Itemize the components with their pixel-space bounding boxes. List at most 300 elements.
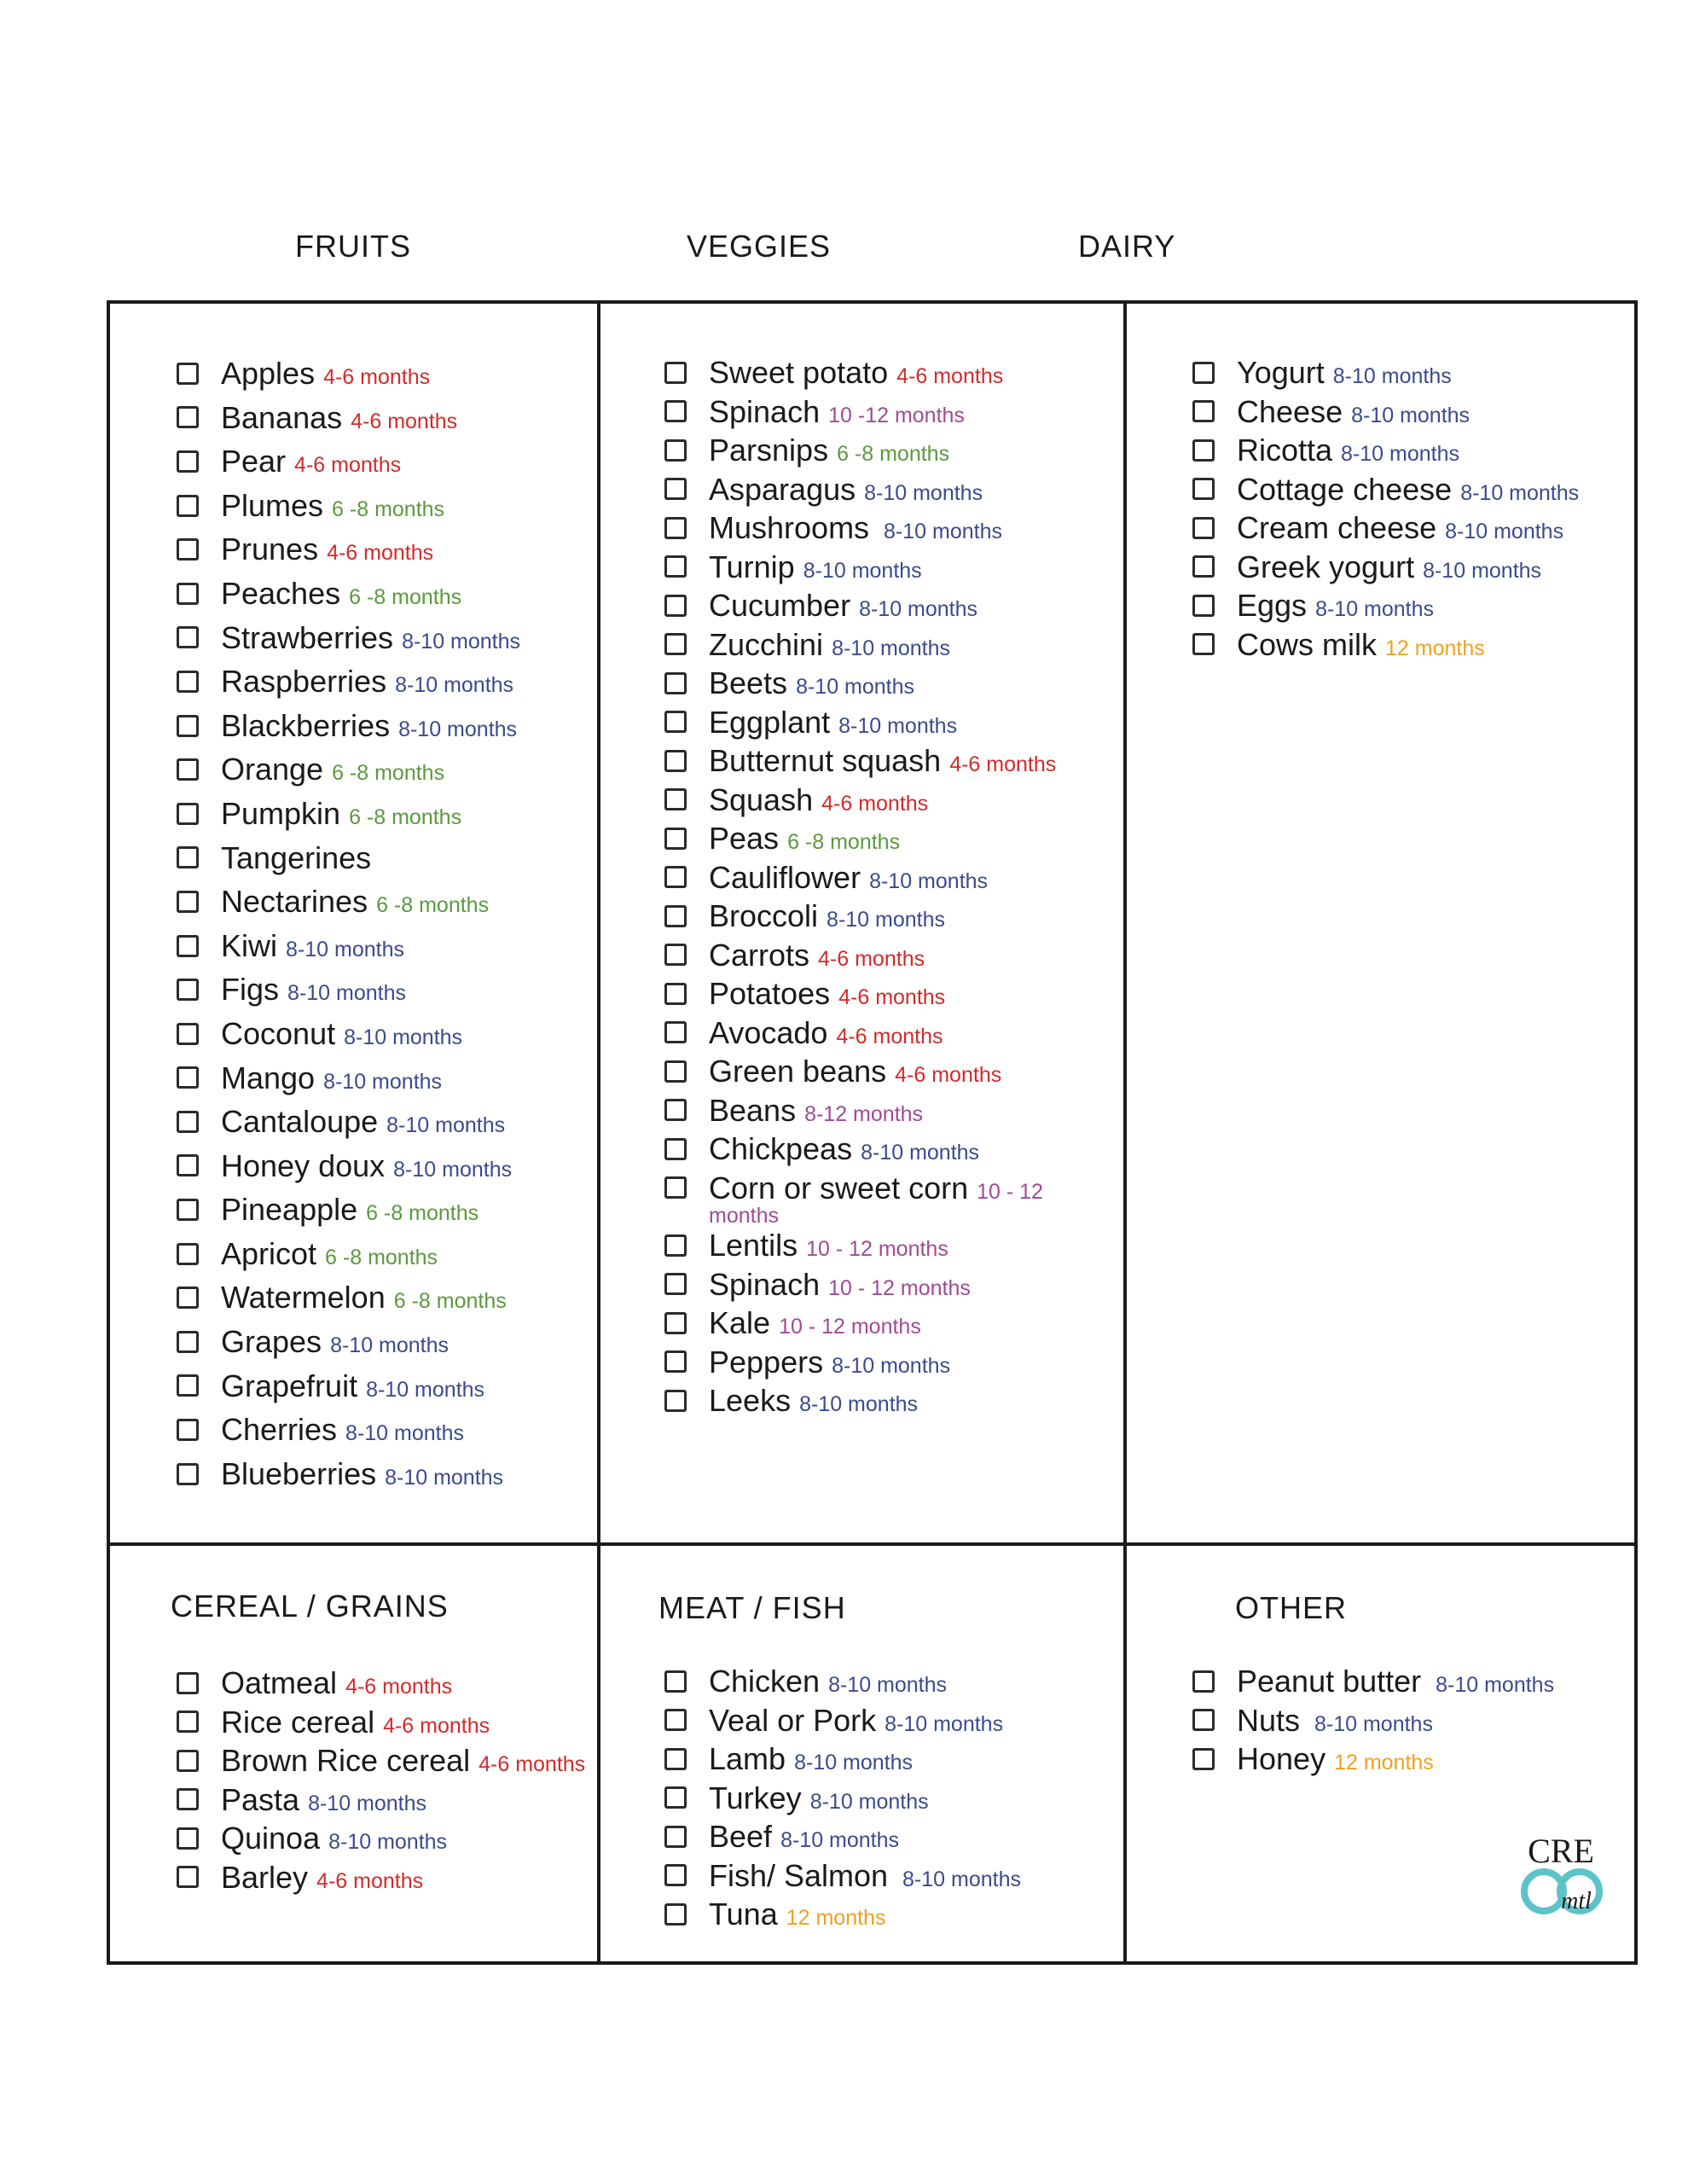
veggies-item [664,1304,1056,1343]
food-name: Chickpeas [709,1131,853,1166]
checkbox[interactable] [177,1243,199,1265]
divider-vertical-1 [597,304,600,1961]
checkbox[interactable] [664,1709,687,1731]
age-range: 4-6 months [383,1713,490,1738]
checkbox[interactable] [177,1199,199,1221]
checkbox[interactable] [664,400,687,422]
checkbox[interactable] [1192,400,1215,422]
grains-item [177,1858,585,1897]
meat-item [664,1895,1021,1934]
checkbox[interactable] [177,935,199,957]
fruits-item [177,1056,520,1101]
checkbox[interactable] [1192,555,1215,578]
food-name: Honey [1237,1741,1326,1776]
food-name: Beets [709,665,788,700]
food-name: Sweet potato [709,355,889,390]
fruits-item [177,396,520,440]
food-name: Apricot [221,1235,317,1271]
veggies-item [664,936,1056,975]
age-range: 4-6 months [836,1024,943,1048]
age-range: 8-10 months [799,1392,919,1416]
header-veggies: VEGGIES [687,229,832,264]
food-name: Nuts [1237,1702,1301,1738]
checkbox[interactable] [664,362,687,384]
checkbox[interactable] [664,1748,687,1770]
veggies-item [664,781,1056,820]
other-item [1192,1740,1554,1779]
age-range: 6 -8 months [366,1201,479,1226]
fruits-list [177,351,520,1496]
fruits-item [177,484,520,528]
age-range: 8-12 months [804,1101,924,1126]
age-range: 8-10 months [896,1867,1021,1891]
food-name: Parsnips [709,433,829,468]
fruits-item [177,527,520,572]
checkbox[interactable] [1192,595,1215,617]
veggies-item [664,897,1056,936]
food-name: Turkey [709,1780,802,1815]
age-range: 8-10 months [1445,520,1564,543]
age-range: 4-6 months [949,752,1057,776]
age-range: 8-10 months [345,1421,465,1446]
checkbox[interactable] [177,1111,199,1133]
food-name: Tangerines [221,839,372,875]
age-range: 4-6 months [818,946,925,971]
age-range: 8-10 months [828,1673,948,1697]
logo-text-bottom: mtl [1561,1888,1592,1914]
food-name: Leeks [709,1383,792,1418]
food-name: Squash [709,781,814,817]
other-list [1192,1662,1554,1779]
fruits-item [177,572,520,616]
food-name: Blueberries [221,1455,377,1491]
checkbox[interactable] [664,828,687,850]
meat-item [664,1662,1021,1701]
age-range: 8-10 months [885,1711,1004,1736]
age-range: 4-6 months [323,365,431,389]
checkbox[interactable] [177,1023,199,1045]
age-range: 8-10 months [286,937,404,961]
age-range: 8-10 months [385,1465,504,1490]
age-range: 8-10 months [366,1377,485,1402]
food-name: Corn or sweet corn [709,1170,969,1205]
fruits-item [177,704,520,748]
fruits-item [177,1275,520,1320]
food-name: Cauliflower [709,859,861,895]
checkbox[interactable] [177,1788,199,1810]
age-range: 8-10 months [1351,403,1470,427]
food-name: Mango [221,1060,316,1095]
checkbox[interactable] [664,1826,687,1848]
checkbox[interactable] [664,439,687,462]
food-name: Cows milk [1237,626,1378,662]
age-range: 8-10 months [832,636,951,660]
checkbox[interactable] [177,758,199,781]
dairy-item [1192,508,1579,548]
age-range: 8-10 months [344,1025,463,1049]
checkbox[interactable] [177,495,199,517]
age-range: 10 - 12 months [828,1275,971,1300]
checkbox[interactable] [664,1903,687,1926]
food-name: Honey doux [221,1147,386,1183]
food-name: Beans [709,1092,797,1128]
checkbox[interactable] [664,517,687,539]
food-name: Eggs [1237,588,1308,623]
checkbox[interactable] [664,1350,687,1373]
header-dairy: DAIRY [1078,229,1176,264]
checkbox[interactable] [1192,362,1215,384]
checkbox[interactable] [177,450,199,473]
food-name: Coconut [221,1015,336,1051]
age-range: 8-10 months [323,1069,443,1094]
age-range: 12 months [1334,1751,1434,1774]
age-range: 8-10 months [864,480,983,505]
food-name: Grapefruit [221,1368,358,1403]
fruits-item [177,836,520,880]
food-name: Quinoa [221,1821,321,1856]
food-name: Oatmeal [221,1665,338,1700]
checkbox[interactable] [177,1866,199,1888]
fruits-item [177,1364,520,1409]
checkbox[interactable] [177,583,199,605]
food-name: Pumpkin [221,795,341,831]
fruits-item [177,1452,520,1496]
checkbox[interactable] [1192,517,1215,539]
food-name: Prunes [221,531,319,567]
veggies-item [664,741,1056,781]
food-name: Ricotta [1237,433,1333,468]
checkbox[interactable] [664,1099,687,1121]
food-name: Lentils [709,1228,798,1263]
age-range: 10 - 12 months [806,1237,948,1261]
age-range: 10 -12 months [828,403,965,427]
age-range: 4-6 months [479,1752,586,1776]
age-range: 8-10 months [809,1789,929,1814]
checkbox[interactable] [664,1864,687,1886]
veggies-item [664,664,1056,703]
food-name: Pasta [221,1781,300,1817]
checkbox[interactable] [664,1138,687,1160]
checkbox[interactable] [664,1670,687,1693]
brand-logo [1510,1830,1612,1924]
checkbox[interactable] [664,983,687,1005]
food-name: Veal or Pork [709,1702,877,1738]
checkbox[interactable] [1192,1670,1215,1693]
age-range: 8-10 months [1341,442,1460,466]
checkbox[interactable] [664,711,687,733]
veggies-item [664,1169,1056,1227]
checkbox[interactable] [177,1463,199,1485]
checkbox[interactable] [664,788,687,810]
food-name: Raspberries [221,664,387,700]
header-fruits: FRUITS [295,229,411,264]
fruits-item [177,1144,520,1188]
food-name: Peas [709,821,780,856]
dairy-item [1192,548,1579,587]
food-name: Carrots [709,937,810,973]
fruits-item [177,439,520,484]
food-name: Apples [221,356,316,391]
checkbox[interactable] [177,803,199,825]
food-name: Fish/ Salmon [709,1857,889,1893]
age-range: 4-6 months [327,541,434,566]
age-range: 4-6 months [895,1063,1002,1087]
food-name: Cherries [221,1412,338,1448]
dairy-item [1192,470,1579,509]
checkbox[interactable] [177,1374,199,1397]
veggies-item [664,1265,1056,1304]
age-range: 4-6 months [896,364,1004,388]
veggies-item [664,819,1056,858]
checkbox[interactable] [664,1390,687,1412]
age-range: 4-6 months [838,985,946,1009]
checkbox[interactable] [664,672,687,694]
logo-text-top: CRE [1528,1832,1594,1870]
age-range: 8-10 months [330,1333,450,1358]
checkbox[interactable] [1192,1748,1215,1770]
food-name: Strawberries [221,619,394,655]
checkbox[interactable] [664,1021,687,1043]
age-range: 8-10 months [402,629,521,653]
food-name: Peppers [709,1344,824,1380]
checkbox[interactable] [177,891,199,913]
age-range: 4-6 months [294,453,402,478]
food-name: Asparagus [709,471,856,507]
checkbox[interactable] [664,595,687,617]
fruits-item [177,1320,520,1364]
veggies-item [664,703,1056,742]
veggies-item [664,1226,1056,1265]
checkbox[interactable] [177,1419,199,1441]
age-range: 6 -8 months [349,804,462,829]
meat-item [664,1856,1021,1896]
checkbox[interactable] [177,538,199,561]
dairy-item [1192,353,1579,392]
age-range: 8-10 months [794,1751,914,1774]
checkbox[interactable] [177,1750,199,1772]
grains-item [177,1741,585,1780]
age-range: 6 -8 months [325,1245,438,1269]
checkbox[interactable] [1192,633,1215,655]
dairy-item [1192,586,1579,625]
age-range: 8-10 months [393,1157,513,1182]
food-name: Orange [221,752,324,787]
age-range: 6 -8 months [332,497,445,521]
veggies-item [664,508,1056,548]
age-range: 8-10 months [1460,480,1580,505]
checkbox[interactable] [664,905,687,927]
food-name: Pineapple [221,1192,358,1228]
veggies-item [664,1052,1056,1091]
dairy-list [1192,353,1579,664]
fruits-item [177,792,520,836]
checkbox[interactable] [1192,1709,1215,1731]
food-name: Avocado [709,1014,828,1050]
grains-item [177,1664,585,1703]
age-range: 4-6 months [345,1675,453,1699]
fruits-item [177,659,520,704]
age-range: 6 -8 months [393,1289,507,1314]
age-range: 8-10 months [395,673,514,698]
food-name: Cucumber [709,588,851,623]
food-name: Kale [709,1305,771,1340]
age-range: 4-6 months [316,1868,424,1893]
dairy-item [1192,431,1579,470]
checkbox[interactable] [177,715,199,737]
food-name: Mushrooms [709,510,870,545]
food-name: Watermelon [221,1280,386,1316]
food-name: Blackberries [221,707,391,743]
checkbox[interactable] [177,1827,199,1850]
age-range: 8-10 months [838,713,958,738]
food-name: Turnip [709,549,795,584]
food-name: Greek yogurt [1237,549,1415,584]
food-name: Kiwi [221,927,278,963]
fruits-item [177,1232,520,1276]
food-name: Yogurt [1237,355,1325,390]
fruits-item [177,1012,520,1056]
checkbox[interactable] [177,1711,199,1733]
veggies-item [664,858,1056,897]
dairy-item [1192,625,1579,665]
checkbox[interactable] [664,944,687,966]
checkbox[interactable] [664,1060,687,1083]
age-range: 8-10 months [803,558,922,583]
meat-item [664,1817,1021,1856]
veggies-list [664,353,1056,1420]
food-name: Cream cheese [1237,510,1437,545]
food-name: Eggplant [709,704,831,740]
other-item [1192,1662,1554,1701]
age-range: 8-10 months [780,1828,900,1852]
checkbox[interactable] [177,363,199,385]
meat-item [664,1740,1021,1779]
divider-horizontal [110,1542,1634,1546]
fruits-item [177,1408,520,1452]
food-name: Barley [221,1859,309,1895]
checkbox[interactable] [177,1331,199,1353]
checkbox[interactable] [1192,439,1215,462]
meat-list [664,1662,1021,1934]
age-range-continued: months [709,1204,779,1228]
divider-vertical-2 [1123,304,1127,1961]
age-range: 6 -8 months [349,584,462,609]
veggies-item [664,1091,1056,1130]
food-name: Peaches [221,575,341,611]
meat-item [664,1701,1021,1740]
age-range: 6 -8 months [787,830,901,854]
logo-mark [1510,1830,1612,1924]
age-range: 8-10 months [398,717,518,741]
checkbox[interactable] [177,1154,199,1176]
food-name: Brown Rice cereal [221,1743,471,1778]
age-range: 8-10 months [869,868,989,893]
veggies-item [664,1130,1056,1169]
age-range: 6 -8 months [376,893,490,918]
checkbox[interactable] [664,555,687,578]
fruits-item [177,351,520,396]
age-range: 8-10 months [861,1141,980,1165]
food-name: Bananas [221,399,343,435]
food-name: Potatoes [709,976,831,1011]
checkbox[interactable] [177,846,199,868]
section-title-other: OTHER [1235,1590,1347,1625]
food-name: Cottage cheese [1237,471,1453,507]
food-name: Cheese [1237,393,1343,429]
checkbox[interactable] [177,1672,199,1694]
veggies-item [664,586,1056,625]
fruits-item [177,747,520,792]
veggies-item [664,431,1056,470]
food-name: Butternut squash [709,743,942,778]
veggies-item [664,548,1056,587]
checkbox[interactable] [664,633,687,655]
food-name: Chicken [709,1664,821,1699]
food-name: Peanut butter [1237,1664,1422,1699]
food-name: Broccoli [709,898,819,933]
age-range: 8-10 months [832,1353,951,1378]
veggies-item [664,470,1056,509]
grains-item [177,1703,585,1742]
food-name: Lamb [709,1741,786,1776]
checkbox[interactable] [664,1176,687,1199]
age-range: 12 months [786,1906,886,1930]
grains-item [177,1819,585,1858]
checkbox[interactable] [177,626,199,648]
age-range: 8-10 months [386,1113,506,1138]
checkbox[interactable] [177,979,199,1001]
food-name: Spinach [709,393,821,429]
checkbox[interactable] [177,671,199,693]
age-range: 12 months [1385,636,1485,660]
fruits-item [177,616,520,660]
checkbox[interactable] [177,1066,199,1089]
food-name: Spinach [709,1266,821,1302]
veggies-item [664,1381,1056,1420]
age-range: 8-10 months [308,1791,427,1815]
food-name: Beef [709,1819,773,1854]
section-title-grains: CEREAL / GRAINS [171,1589,449,1623]
age-range: 4-6 months [821,791,929,816]
age-range: 8-10 months [796,675,915,699]
dairy-item [1192,392,1579,432]
checkbox[interactable] [664,1786,687,1809]
checkbox[interactable] [177,406,199,428]
checkbox[interactable] [664,1234,687,1257]
fruits-item [177,1100,520,1144]
checkbox[interactable] [664,750,687,772]
age-range: 8-10 months [878,520,1002,543]
grains-list [177,1664,585,1896]
food-name: Nectarines [221,884,368,920]
food-name: Tuna [709,1896,778,1931]
food-name: Zucchini [709,626,824,662]
veggies-item [664,392,1056,432]
checkbox[interactable] [664,866,687,888]
checkbox[interactable] [664,1312,687,1334]
checkbox[interactable] [1192,478,1215,500]
age-range: 8-10 months [1332,364,1452,388]
veggies-item [664,625,1056,665]
food-name: Plumes [221,487,324,523]
checkbox[interactable] [664,1273,687,1295]
food-name: Green beans [709,1054,887,1089]
age-range: 8-10 months [1423,558,1542,583]
checkbox[interactable] [664,478,687,500]
meat-item [664,1779,1021,1818]
checkbox[interactable] [177,1287,199,1309]
age-range: 8-10 months [1315,597,1435,621]
